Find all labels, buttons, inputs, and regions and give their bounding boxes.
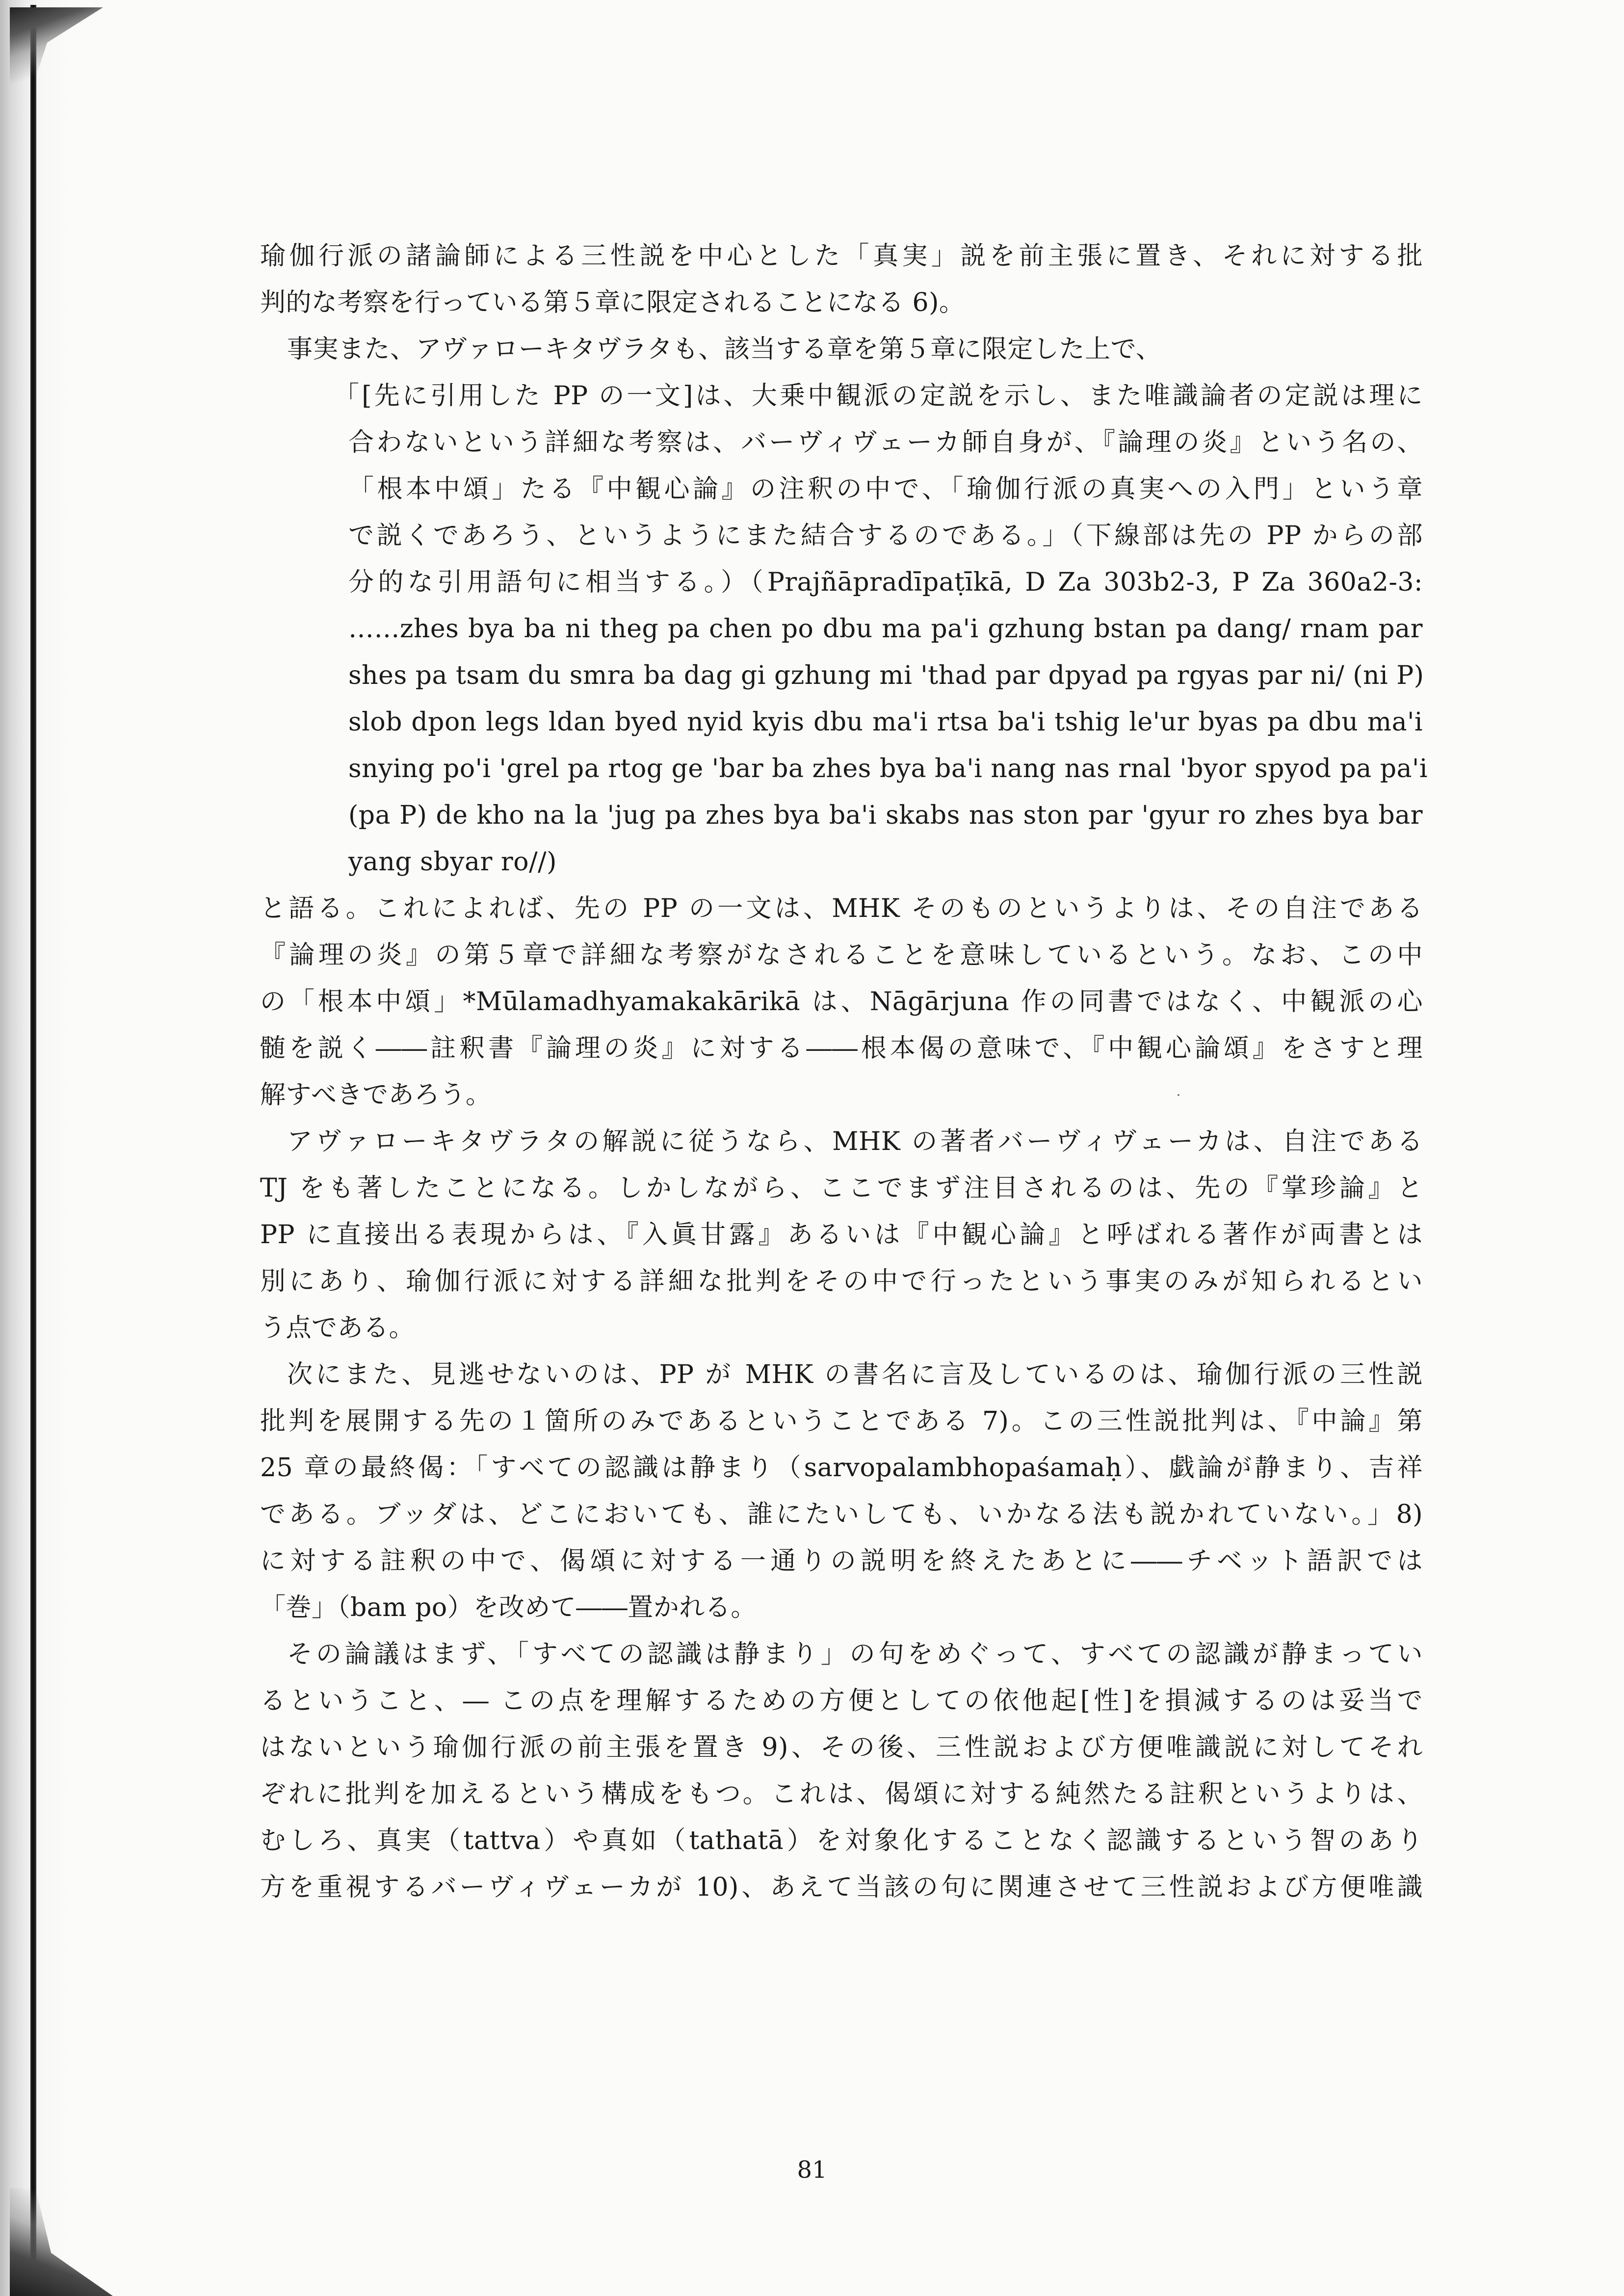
text-line: 『論理の炎』の第５章で詳細な考察がなされることを意味しているという。なお、この中	[260, 940, 1423, 970]
text-line: に対する註釈の中で、偈頌に対する一通りの説明を終えたあとに――チベット語訳では	[260, 1546, 1423, 1576]
text-line: shes pa tsam du smra ba dag gi gzhung mi 'thad par dpyad pa rgyas par ni/ (ni P)	[348, 661, 1424, 690]
text-line: 「巻」（bam po）を改めて――置かれる。	[260, 1593, 757, 1622]
text-line: 「[先に引用した PP の一文]は、大乗中観派の定説を示し、また唯識論者の定説は理に	[334, 381, 1423, 411]
text-line: の「根本中頌」*Mūlamadhyamakakārikā は、Nāgārjuna 作の同書ではなく、中観派の心	[260, 987, 1423, 1017]
text-line: はないという瑜伽行派の前主張を置き 9)、その後、三性説および方便唯識説に対してそれ	[260, 1733, 1423, 1762]
text-line: 25 章の最終偈：「すべての認識は静まり（sarvopalambhopaśamaḥ）、戯論が静まり、吉祥	[260, 1453, 1423, 1483]
text-line: TJ をも著したことになる。しかしながら、ここでまず注目されるのは、先の『掌珍論』と	[260, 1174, 1423, 1203]
text-line: 解すべきであろう。	[260, 1080, 492, 1110]
text-line: 瑜伽行派の諸論師による三性説を中心とした「真実」説を前主張に置き、それに対する批	[260, 241, 1423, 271]
binding-edge-line	[30, 5, 36, 2291]
text-line: るということ、― この点を理解するための方便としての依他起[性]を損減するのは妥当で	[260, 1686, 1423, 1716]
book-binding-shadow	[0, 0, 113, 2296]
text-line: (pa P) de kho na la 'jug pa zhes bya ba'i skabs nas ston par 'gyur ro zhes bya bar	[348, 801, 1423, 830]
text-line: 分的な引用語句に相当する。）（Prajñāpradīpaṭīkā, D Za 303b2-3, P Za 360a2-3:	[348, 568, 1423, 597]
text-line: むしろ、真実（tattva）や真如（tathatā）を対象化することなく認識するという智のあり	[260, 1826, 1423, 1855]
page-number: 81	[797, 2156, 827, 2184]
text-line: 髄を説く――註釈書『論理の炎』に対する――根本偈の意味で、『中観心論頌』をさすと理	[260, 1034, 1423, 1063]
text-line: で説くであろう、というようにまた結合するのである。」（下線部は先の PP からの部	[348, 521, 1423, 550]
text-line: yang sbyar ro//)	[348, 847, 557, 877]
text-line: 「根本中頌」たる『中観心論』の注釈の中で、「瑜伽行派の真実への入門」という章	[348, 474, 1423, 504]
text-line: ……zhes bya ba ni theg pa chen po dbu ma pa'i gzhung bstan pa dang/ rnam par	[348, 614, 1423, 644]
text-line: 判的な考察を行っている第５章に限定されることになる 6)。	[260, 288, 965, 317]
text-line: 合わないという詳細な考察は、バーヴィヴェーカ師自身が、『論理の炎』という名の、	[348, 428, 1423, 457]
text-line: ぞれに批判を加えるという構成をもつ。これは、偈頌に対する純然たる註釈というよりは、	[260, 1779, 1423, 1809]
text-line: である。ブッダは、どこにおいても、誰にたいしても、いかなる法も説かれていない。」8)	[260, 1500, 1423, 1529]
text-line: 事実また、アヴァローキタヴラタも、該当する章を第５章に限定した上で、	[287, 335, 1162, 364]
text-line: アヴァローキタヴラタの解説に従うなら、MHK の著者バーヴィヴェーカは、自注である	[287, 1127, 1423, 1156]
text-line: 批判を展開する先の１箇所のみであるということである 7)。この三性説批判は、『中論』第	[260, 1407, 1423, 1436]
text-line: う点である。	[260, 1313, 415, 1343]
text-line: PP に直接出る表現からは、『入眞甘露』あるいは『中観心論』と呼ばれる著作が両書とは	[260, 1220, 1423, 1250]
text-line: その論議はまず、「すべての認識は静まり」の句をめぐって、すべての認識が静まってい	[287, 1640, 1423, 1669]
text-line: snying po'i 'grel pa rtog ge 'bar ba zhes bya ba'i nang nas rnal 'byor spyod pa pa'i	[348, 754, 1428, 783]
text-line: 方を重視するバーヴィヴェーカが 10)、あえて当該の句に関連させて三性説および方便唯識	[260, 1873, 1423, 1902]
text-line: 次にまた、見逃せないのは、PP が MHK の書名に言及しているのは、瑜伽行派の三性説	[287, 1360, 1423, 1389]
body-text	[260, 233, 1428, 1911]
text-line: slob dpon legs ldan byed nyid kyis dbu ma'i rtsa ba'i tshig le'ur byas pa dbu ma'i	[348, 707, 1423, 737]
text-line: と語る。これによれば、先の PP の一文は、MHK そのものというよりは、その自注である	[260, 894, 1423, 923]
text-line: 別にあり、瑜伽行派に対する詳細な批判をその中で行ったという事実のみが知られるとい	[260, 1267, 1423, 1296]
